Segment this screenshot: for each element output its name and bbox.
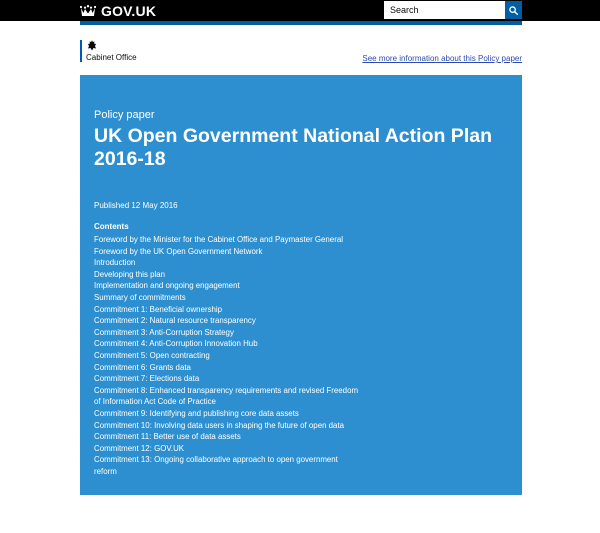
contents-link[interactable]: Foreword by the UK Open Government Network (94, 246, 263, 256)
organisation-logo[interactable] (80, 40, 137, 62)
contents-link[interactable]: Implementation and ongoing engagement (94, 281, 240, 291)
contents-heading: Contents (94, 222, 129, 231)
search-input[interactable] (384, 1, 505, 19)
contents-link[interactable]: Commitment 1: Beneficial ownership (94, 304, 223, 314)
contents-link[interactable]: of Information Act Code of Practice (94, 397, 216, 407)
contents-link[interactable]: Commitment 5: Open contracting (94, 350, 210, 360)
contents-link[interactable]: Commitment 3: Anti-Corruption Strategy (94, 327, 234, 337)
search-button[interactable] (505, 1, 522, 19)
contents-link[interactable]: Introduction (94, 258, 136, 268)
page-title: UK Open Government National Action Plan 2016-18 (94, 125, 492, 170)
contents-link[interactable]: Commitment 2: Natural resource transparency (94, 316, 256, 326)
contents-list (94, 234, 394, 477)
contents-link[interactable]: Foreword by the Minister for the Cabinet Office and Paymaster General (94, 235, 343, 244)
organisation-name: Cabinet Office (86, 53, 137, 62)
contents-link[interactable]: Commitment 10: Involving data users in shaping the future of open data (94, 420, 345, 430)
document-header-panel (80, 75, 522, 495)
search-icon (509, 6, 518, 15)
contents-link[interactable]: Commitment 13: Ongoing collaborative approach to open government (94, 455, 338, 465)
contents-link[interactable]: Developing this plan (94, 269, 166, 279)
published-date: Published 12 May 2016 (94, 201, 178, 210)
govuk-logo-link[interactable] (80, 0, 156, 21)
contents-link[interactable]: Commitment 9: Identifying and publishing core data assets (94, 408, 299, 418)
contents-link[interactable]: Commitment 7: Elections data (94, 374, 200, 384)
contents-link[interactable]: Commitment 6: Grants data (94, 362, 191, 372)
contents-link[interactable]: Commitment 12: GOV.UK (94, 443, 185, 453)
contents-link[interactable]: Commitment 4: Anti-Corruption Innovation Hub (94, 339, 258, 349)
document-type: Policy paper (94, 109, 155, 121)
contents-link[interactable]: Commitment 8: Enhanced transparency requirements and revised Freedom (94, 385, 359, 395)
site-header (0, 0, 600, 21)
contents-link[interactable]: Commitment 11: Better use of data assets (94, 432, 241, 442)
royal-crest-icon (87, 40, 97, 51)
contents-link[interactable]: reform (94, 466, 117, 476)
contents-link[interactable]: Summary of commitments (94, 292, 186, 302)
more-information-link[interactable]: See more information about this Policy paper (362, 54, 522, 63)
crown-icon (80, 4, 96, 17)
header-accent-bar (80, 21, 522, 25)
govuk-wordmark: GOV.UK (101, 2, 157, 19)
search-form (384, 1, 522, 19)
